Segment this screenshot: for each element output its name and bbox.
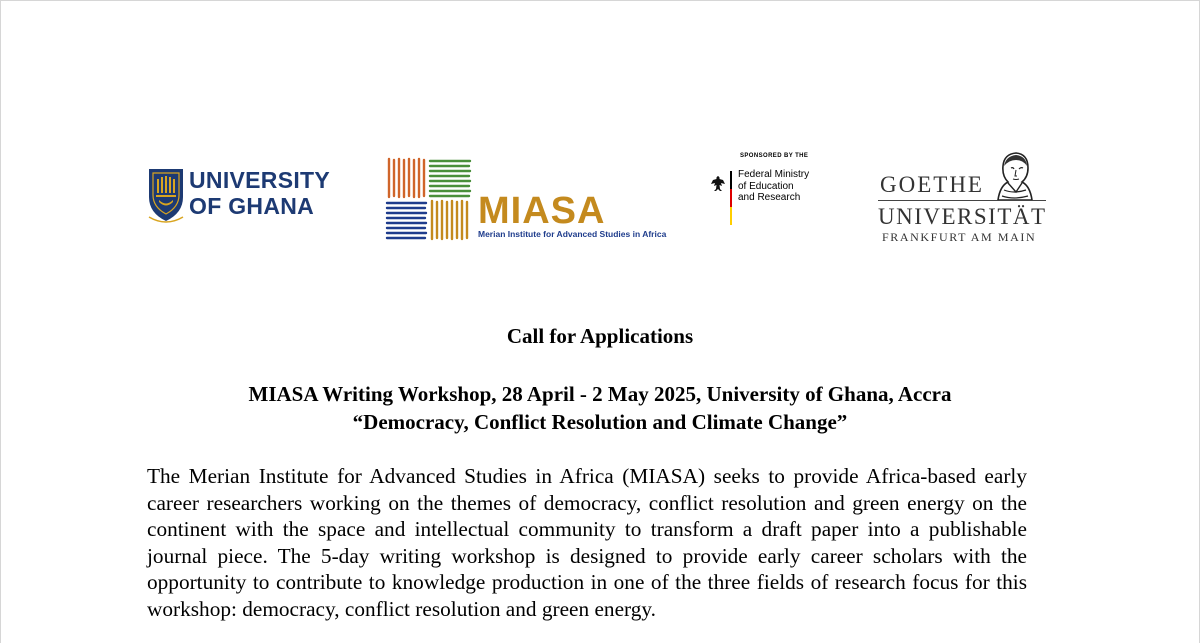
document-title: Call for Applications [506,324,694,348]
goethe-line3: FRANKFURT AM MAIN [882,230,1037,244]
ug-line2: OF GHANA [189,193,315,219]
goethe-portrait-icon [990,150,1038,202]
university-of-ghana-logo [147,165,337,227]
miasa-name: MIASA [478,190,606,232]
goethe-line2: UNIVERSITÄT [878,204,1047,229]
body-paragraph: The Merian Institute for Advanced Studies in Africa (MIASA) seeks to provide Africa-based early career researchers working on the themes of democracy, conflict resolution and green energy on the continent with the space and intellectual community to transform a draft paper into a publishable journal piece. The 5-day writing workshop is designed to provide early career scholars with the opportunity to contribute to knowledge production in one of the three fields of research focus for this workshop: democracy, conflict resolution and green energy. [147,464,1027,621]
ug-line1: UNIVERSITY [189,167,331,193]
bmbf-line3: and Research [738,192,801,203]
goethe-line1: GOETHE [880,172,984,197]
workshop-theme: “Democracy, Conflict Resolution and Climate Change” [352,410,848,434]
ug-crest-icon [147,167,185,225]
bmbf-sponsored-label: SPONSORED BY THE [740,153,809,159]
german-flag-bar [730,171,732,225]
federal-eagle-icon [710,175,726,195]
bmbf-logo [708,153,828,233]
goethe-divider [878,200,1046,201]
miasa-logo [384,157,667,241]
miasa-weave-icon [384,157,472,241]
goethe-university-logo [878,150,1050,242]
bmbf-line1: Federal Ministry [738,169,810,180]
bmbf-line2: of Education [738,180,794,192]
miasa-subtitle: Merian Institute for Advanced Studies in Africa [478,229,667,239]
workshop-heading: MIASA Writing Workshop, 28 April - 2 May 2025, University of Ghana, Accra [248,382,952,406]
